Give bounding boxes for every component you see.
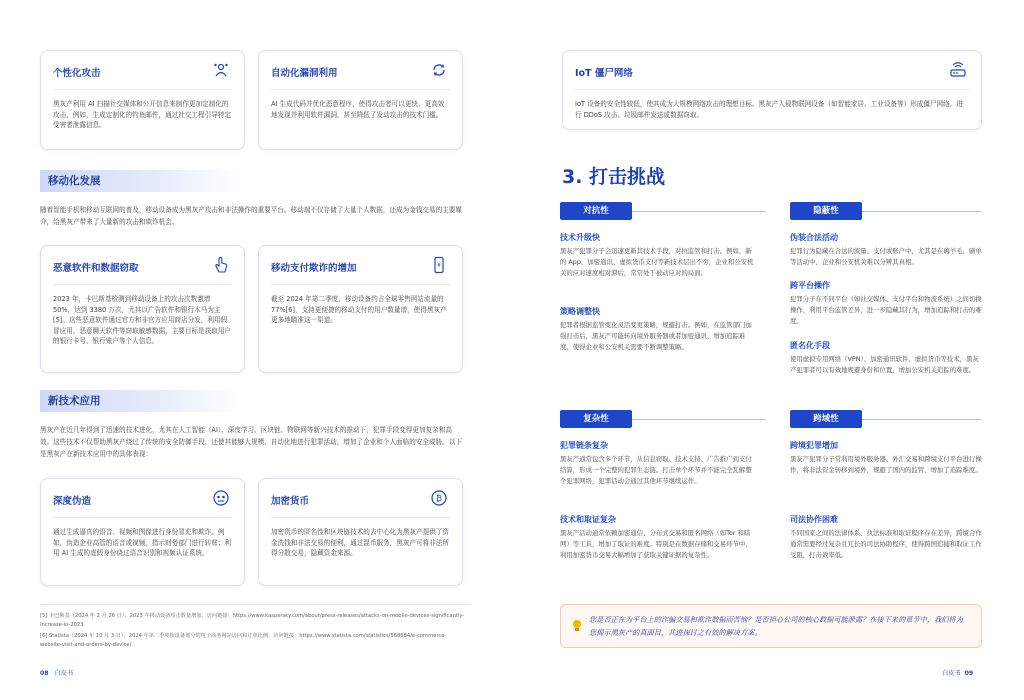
card-divider	[271, 89, 450, 90]
lightbulb-icon	[571, 619, 583, 633]
footnote-rule	[40, 604, 470, 605]
page-number: 09	[964, 670, 974, 677]
card-title: 恶意软件和数据窃取	[53, 263, 139, 274]
pill-complex: 复杂性	[560, 410, 632, 428]
cross-text-2: 不同国家之间的法律体系、执法标准和取证程序存在差异，跨境合作通常需要经过复杂且冗长的司法协助程序，使得跨国追捕和取证工作受阻，打击效率低。	[790, 529, 982, 559]
card-payment	[258, 245, 463, 373]
pill-underline	[632, 419, 766, 420]
card-title: 加密货币	[271, 496, 310, 507]
confront-text-2: 犯罪者根据监管变化灵活变更策略，规避打击。例如，在监管部门加强打击后，黑灰产可能转向境外服务器或者加密通讯，增加追踪难度，使得企业和公安机关需要不断调整策略。	[560, 321, 752, 351]
card-body: 通过生成逼真的语音、视频和图像进行身份冒充和欺诈。例如，伪造企业高管的语音或视频，指示财务部门进行转账；利用 AI 生成的虚假身份绕过语音识别和视频认证系统。	[53, 528, 232, 557]
cross-text-1: 黑灰产犯罪分子常利用境外服务器、外汇交易和跨境支付平台进行操作，将非法资金转移到境外，规避了国内的监管，增加了追踪难度。	[790, 455, 982, 474]
card-title: 个性化攻击	[53, 68, 101, 79]
hidden-sub-2: 跨平台操作	[790, 281, 830, 290]
footnote-6: [6] Statista（2024 年 10 月 3 日），2024 年第二季度按设备划分的电子商务网站访问和订单比例，访问链接：https://www.statista.com/statistics/568684/e-commerce-website-visit-and-orders-by-device/	[40, 633, 447, 648]
mobile-paragraph: 随着智能手机和移动互联网的普及，移动设备成为黑灰产攻击和非法操作的重要平台。移动端不仅存储了大量个人数据，还成为金钱交易的主要媒介，给黑灰产带来了大量新的攻击和欺诈机会。	[40, 206, 462, 226]
hidden-text-3: 使用虚拟专用网络（VPN）、加密通讯软件、虚拟货币等技术，黑灰产犯罪者可以有效地规避身份和位置，增加公安机关追踪的难度。	[790, 355, 979, 374]
svg-text:¥: ¥	[437, 262, 441, 269]
card-body: 截至 2024 年第二季度，移动设备约占全球零售网站流量的 77%[6]，支持更便捷的移动支付的用户数量增，使得黑灰产更多地瞄准这一渠道。	[271, 295, 447, 324]
card-malware	[40, 245, 245, 373]
card-crypto	[258, 478, 463, 586]
card-divider	[53, 89, 232, 90]
card-automation	[258, 50, 463, 150]
pill-underline	[632, 211, 766, 212]
card-title: 自动化漏洞利用	[271, 68, 338, 79]
pill-underline	[862, 419, 982, 420]
page-number-right	[942, 668, 973, 677]
card-title: IoT 僵尸网络	[575, 68, 633, 79]
pill-confront: 对抗性	[560, 202, 632, 220]
pill-cross: 跨域性	[790, 410, 862, 428]
card-body: 2023 年，卡巴斯基检测到移动设备上的攻击次数激增 50%，达到 3380 万次，尤其以广告软件和银行木马为主[5]。这些恶意软件通过官方和非官方应用商店分发，利用假冒应用、恶意聊天软件等窃取敏感数据，主要目标是获取用户的银行卡号、银行账户等个人信息。	[53, 295, 232, 345]
hidden-sub-1: 伪装合法活动	[790, 233, 838, 242]
complex-sub-2: 技术和取证复杂	[560, 515, 616, 524]
card-title: 移动支付欺诈的增加	[271, 263, 357, 274]
pill-underline	[862, 211, 982, 212]
hidden-sub-3: 匿名化手段	[790, 341, 830, 350]
face-mask-icon	[212, 489, 230, 507]
page-heading: 3. 打击挑战	[562, 166, 666, 188]
card-divider	[53, 284, 232, 285]
card-body: AI 生成代码并优化恶意程序，使得攻击者可以更快、更高效地发现并利用软件漏洞，甚至降低了发动攻击的技术门槛。	[271, 100, 445, 119]
cross-sub-2: 司法协作困难	[790, 515, 838, 524]
callout-box	[560, 604, 982, 648]
card-divider	[271, 517, 450, 518]
confront-sub-2: 策略调整快	[560, 307, 600, 316]
page-label: 白皮书	[942, 670, 961, 677]
section-mobile: 移动化发展	[40, 170, 240, 192]
card-body: 加密货币的匿名性和区块链技术的去中心化为黑灰产提供了资金洗钱和非法交易的便利，通过混币服务，黑灰产可将非法所得分散交易，隐藏资金来源。	[271, 528, 450, 557]
card-title: 深度伪造	[53, 496, 92, 507]
card-iot	[562, 50, 982, 130]
card-body: IoT 设备的安全性较低，使其成为大规模网络攻击的理想目标。黑灰产入侵物联网设备（如智能家居、工业设备等）形成僵尸网络，进行 DDoS 攻击、垃圾邮件发送或数据窃取。	[575, 100, 963, 119]
hidden-text-2: 犯罪分子在不同平台（如社交媒体、支付平台和物流系统）之间切换操作，利用平台监管差异，进一步隐藏其行为，增加追踪和打击的难度。	[790, 295, 982, 325]
pill-hidden: 隐蔽性	[790, 202, 862, 220]
card-deepfake	[40, 478, 245, 586]
page-number: 08	[40, 670, 49, 677]
card-body: 黑灰产利用 AI 扫描社交媒体和公开信息来制作更加定制化的攻击，例如，生成定制化的钓鱼邮件，通过社交工程引导特定受害者泄露信息。	[53, 100, 232, 129]
refresh-cycle-icon	[430, 61, 448, 79]
users-target-icon	[212, 61, 230, 79]
card-divider	[575, 89, 969, 90]
hidden-text-1: 犯罪行为隐藏在合法的流量、支付或账户中，尤其是在薅羊毛、刷单等活动中，企业和公安机关难以分辨其真相。	[790, 247, 982, 266]
complex-text-2: 黑灰产活动通常依赖加密通信、分布式交易和匿名网络（如Tor 和暗网）等工具，增加了取证的难度。特别是在数据存储和交易环节中，利用加密货币交易大幅增加了获取关键证据的复杂性。	[560, 529, 752, 559]
footnote-5: [5] 卡巴斯基（2024 年 2 月 26 日），2023 年移动设备攻击数量增加，访问链接：https://www.kaspersky.com/about/press-releases/attacks-on-mobile-devices-significantly-increase-in-2023	[40, 613, 465, 628]
cross-sub-1: 跨境犯罪增加	[790, 441, 838, 450]
newtech-paragraph: 黑灰产在近几年得到了迅速的技术进化，尤其在人工智能（AI）、深度学习、区块链、物联网等新兴技术的推动下，犯罪手段变得更加复杂和高效。这些技术不仅帮助黑灰产绕过了传统的安全防御手段，还使其能够大规模、自动化地进行犯罪活动，增加了企业和个人面临的安全威胁。以下是黑灰产在新技术应用中的具体表现：	[40, 426, 462, 458]
complex-sub-1: 犯罪链条复杂	[560, 441, 608, 450]
card-personalized-attack	[40, 50, 245, 150]
card-divider	[271, 284, 450, 285]
card-divider	[53, 517, 232, 518]
svg-text:₿: ₿	[436, 494, 442, 503]
section-newtech: 新技术应用	[40, 390, 240, 412]
complex-text-1: 黑灰产通常包含多个环节，从信息窃取、技术支持、广告推广到支付结算，形成一个完整的犯罪生态链。打击单个环节并不能完全瓦解整个犯罪网络，犯罪活动会通过其他环节继续运作。	[560, 455, 752, 485]
right-page	[512, 0, 1024, 700]
coin-icon	[430, 489, 448, 507]
router-icon	[949, 61, 967, 79]
page-number-left	[40, 668, 73, 677]
page-label: 白皮书	[54, 670, 74, 677]
callout-text: 您是否正在为平台上的诈骗交易和欺诈数据而苦恼？是否担心公司的核心数据可能泄露？在接下来的章节中，我们将为您揭示黑灰产的真面目，共进探讨之有效的解决方案。	[589, 615, 963, 637]
mobile-phone-icon	[430, 256, 448, 274]
confront-text-1: 黑灰产犯罪分子会迅速更新其技术手段，对抗监管和打击。例如，新的 App、加密通讯、虚拟货币支付等新技术层出不穷，企业和公安机关的应对速度相对滞后，常常处于被动应对的局面。	[560, 247, 754, 277]
hand-pointer-icon	[212, 256, 230, 274]
confront-sub-1: 技术升级快	[560, 233, 600, 242]
